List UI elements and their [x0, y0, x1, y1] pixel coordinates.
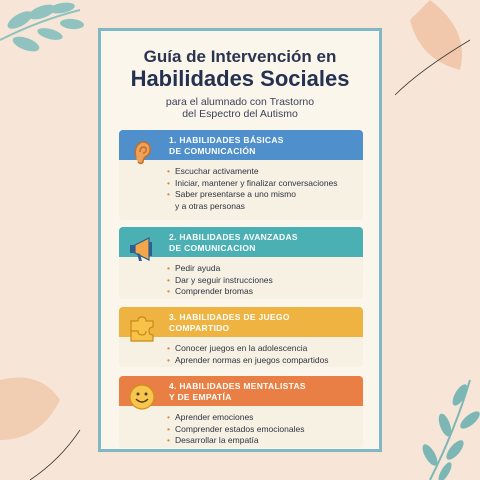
- section-heading-line-1: 3. HABILIDADES DE JUEGO: [169, 312, 290, 322]
- title-line-2: Habilidades Sociales: [130, 66, 350, 91]
- list-item: • Pedir ayuda: [167, 263, 363, 275]
- list-item: • Dar y seguir instrucciones: [167, 275, 363, 287]
- section-heading-line-1: 1. HABILIDADES BÁSICAS: [169, 135, 284, 145]
- section-heading: [169, 381, 306, 403]
- list-item: • Comprender bromas: [167, 286, 363, 298]
- section-heading-line-2: COMPARTIDO: [169, 323, 230, 333]
- megaphone-icon: [127, 233, 157, 263]
- ear-icon: [127, 136, 157, 166]
- leaf-bottom-left: [0, 378, 60, 441]
- section-heading-line-1: 2. HABILIDADES AVANZADAS: [169, 232, 298, 242]
- section-heading: [169, 312, 290, 334]
- section-shared-play: [119, 307, 363, 367]
- section-heading-line-1: 4. HABILIDADES MENTALISTAS: [169, 381, 306, 391]
- section-basic-communication: [119, 130, 363, 220]
- list-item: • Desarrollar la empatía: [167, 435, 363, 447]
- list-item: • Conocer juegos en la adolescencia: [167, 343, 363, 355]
- subtitle-line-1: para el alumnado con Trastorno: [165, 96, 315, 108]
- list-item: • Aprender emociones: [167, 412, 363, 424]
- section-heading-line-2: Y DE EMPATÍA: [169, 392, 232, 402]
- leaf-branch-bottom-right: [420, 380, 480, 480]
- list-item-continuation: [167, 201, 363, 213]
- list-item: • Saber presentarse a uno mismo: [167, 189, 363, 201]
- leaf-top-right: [410, 0, 462, 70]
- list-item: • Escuchar activamente: [167, 166, 363, 178]
- section-advanced-communication: [119, 227, 363, 299]
- leaf-branch-top-left: [0, 1, 84, 55]
- guide-card: [98, 28, 382, 452]
- section-heading-line-2: DE COMUNICACION: [169, 243, 256, 253]
- section-item-list: [119, 257, 363, 298]
- section-heading: [169, 232, 298, 254]
- subtitle-line-2: del Espectro del Autismo: [182, 108, 298, 120]
- title-line-1: Guía de Intervención en: [143, 47, 337, 66]
- list-item: • Comprender estados emocionales: [167, 424, 363, 436]
- puzzle-icon: [127, 313, 157, 343]
- list-item: • Aprender normas en juegos compartidos: [167, 355, 363, 367]
- section-item-list: [119, 160, 363, 212]
- section-mentalist-empathy: [119, 376, 363, 448]
- subtitle: [101, 96, 379, 120]
- section-heading-line-2: DE COMUNICACIÓN: [169, 146, 256, 156]
- smiley-icon: [127, 382, 157, 412]
- list-item-continuation-text: y a otras personas: [175, 200, 245, 211]
- section-heading: [169, 135, 284, 157]
- list-item: • Iniciar, mantener y finalizar conversaciones: [167, 178, 363, 190]
- section-item-list: [119, 406, 363, 447]
